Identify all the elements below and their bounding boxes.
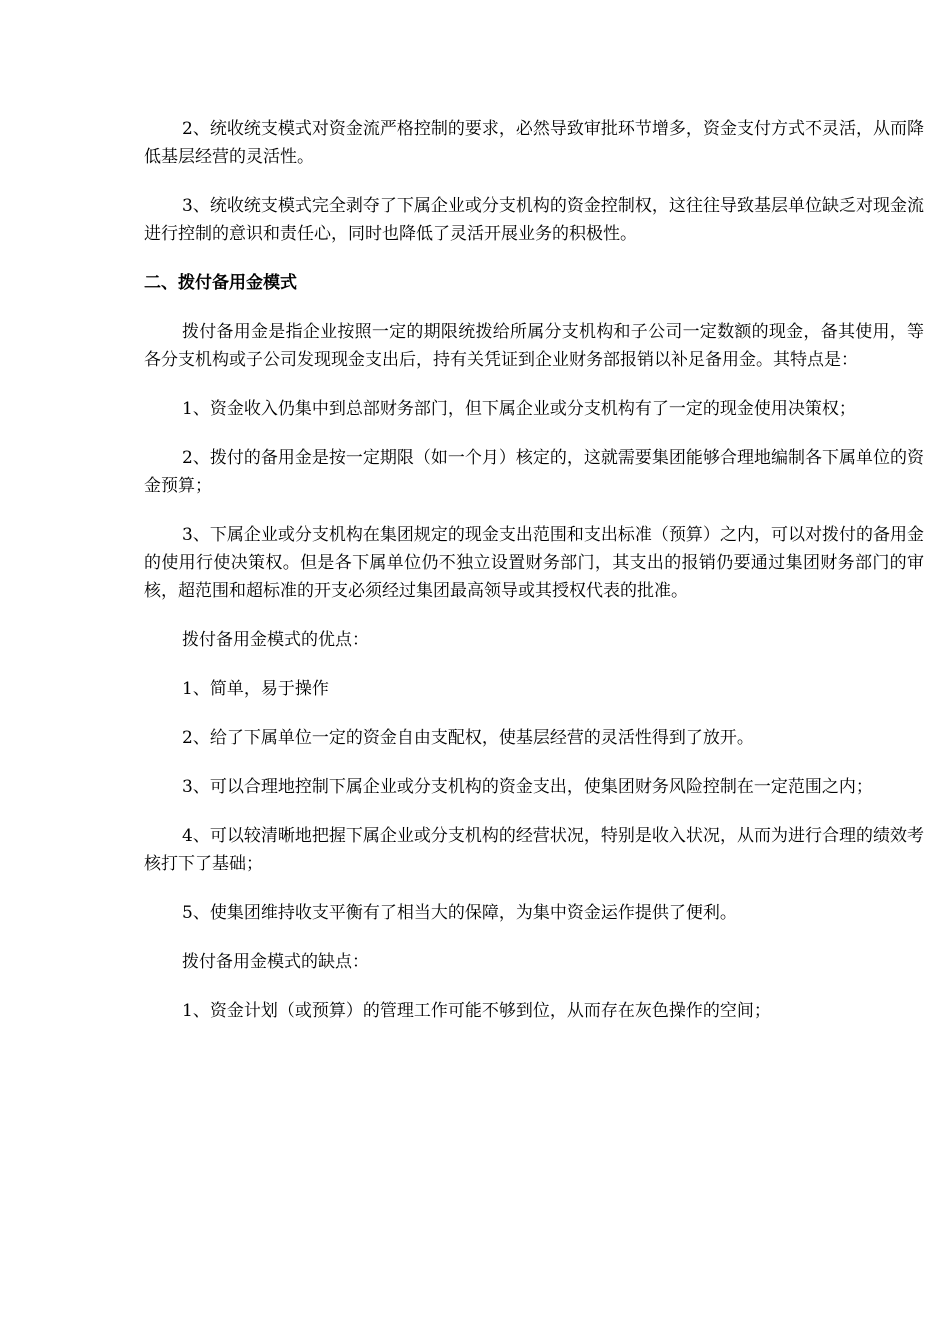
paragraph-5: 2、拨付的备用金是按一定期限（如一个月）核定的，这就需要集团能够合理地编制各下属单位的资金预算；: [144, 448, 924, 496]
paragraph-1: 2、统收统支模式对资金流严格控制的要求，必然导致审批环节增多，资金支付方式不灵活，从而降低基层经营的灵活性。: [144, 119, 924, 167]
paragraph-10: 3、可以合理地控制下属企业或分支机构的资金支出，使集团财务风险控制在一定范围之内；: [182, 777, 873, 797]
paragraph-9: 2、给了下属单位一定的资金自由支配权，使基层经营的灵活性得到了放开。: [182, 728, 754, 748]
paragraph-13: 拨付备用金模式的缺点：: [182, 952, 369, 972]
paragraph-14: 1、资金计划（或预算）的管理工作可能不够到位，从而存在灰色操作的空间；: [182, 1001, 771, 1021]
document-body: [144, 115, 924, 1046]
paragraph-3: 拨付备用金是指企业按照一定的期限统拨给所属分支机构和子公司一定数额的现金，备其使用，等各分支机构或子公司发现现金支出后，持有关凭证到企业财务部报销以补足备用金。其特点是：: [144, 322, 924, 370]
paragraph-6: 3、下属企业或分支机构在集团规定的现金支出范围和支出标准（预算）之内，可以对拨付的备用金的使用行使决策权。但是各下属单位仍不独立设置财务部门，其支出的报销仍要通过集团财务部门的审核，超范围和超标准的开支必须经过集团最高领导或其授权代表的批准。: [144, 525, 924, 601]
paragraph-11: 4、可以较清晰地把握下属企业或分支机构的经营状况，特别是收入状况，从而为进行合理的绩效考核打下了基础；: [144, 826, 924, 874]
paragraph-2: 3、统收统支模式完全剥夺了下属企业或分支机构的资金控制权，这往往导致基层单位缺乏对现金流进行控制的意识和责任心，同时也降低了灵活开展业务的积极性。: [144, 196, 924, 244]
paragraph-4: 1、资金收入仍集中到总部财务部门，但下属企业或分支机构有了一定的现金使用决策权；: [182, 399, 856, 419]
paragraph-12: 5、使集团维持收支平衡有了相当大的保障，为集中资金运作提供了便利。: [182, 903, 737, 923]
paragraph-7: 拨付备用金模式的优点：: [182, 630, 369, 650]
paragraph-8: 1、简单，易于操作: [182, 679, 329, 699]
section-heading: 二、拨付备用金模式: [144, 273, 297, 293]
